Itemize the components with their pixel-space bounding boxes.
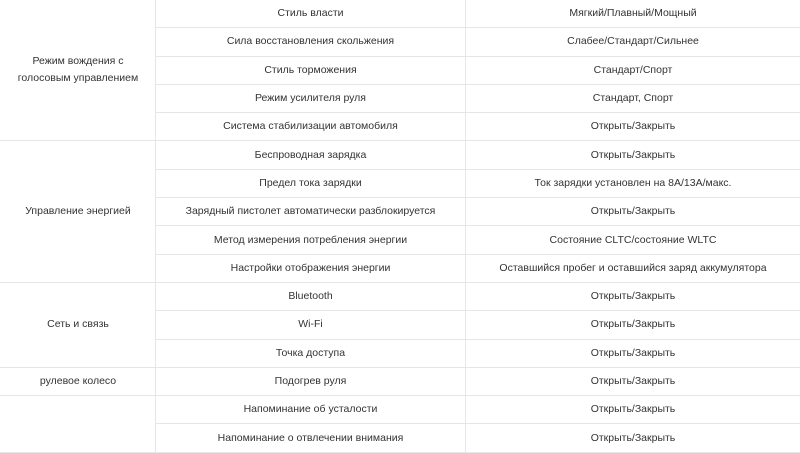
- value-cell: Слабее/Стандарт/Сильнее: [466, 28, 800, 56]
- value-cell: Открыть/Закрыть: [466, 311, 800, 339]
- value-cell: Состояние CLTC/состояние WLTC: [466, 226, 800, 254]
- feature-cell: Стиль торможения: [156, 56, 466, 84]
- value-cell: Открыть/Закрыть: [466, 141, 800, 169]
- value-cell: Открыть/Закрыть: [466, 113, 800, 141]
- category-cell: Режим вождения с голосовым управлением: [1, 0, 156, 141]
- feature-cell: Стиль власти: [156, 0, 466, 28]
- value-cell: Мягкий/Плавный/Мощный: [466, 0, 800, 28]
- feature-cell: Система стабилизации автомобиля: [156, 113, 466, 141]
- category-cell: Управление энергией: [1, 141, 156, 282]
- category-cell: Сеть и связь: [1, 282, 156, 367]
- value-cell: Открыть/Закрыть: [466, 282, 800, 310]
- table-row: [1, 0, 800, 28]
- feature-cell: Предел тока зарядки: [156, 169, 466, 197]
- value-cell: Открыть/Закрыть: [466, 198, 800, 226]
- feature-cell: Bluetooth: [156, 282, 466, 310]
- feature-cell: Сила восстановления скольжения: [156, 28, 466, 56]
- table-row: [1, 367, 800, 395]
- value-cell: Оставшийся пробег и оставшийся заряд аккумулятора: [466, 254, 800, 282]
- feature-cell: Беспроводная зарядка: [156, 141, 466, 169]
- feature-cell: Метод измерения потребления энергии: [156, 226, 466, 254]
- feature-cell: Режим усилителя руля: [156, 84, 466, 112]
- value-cell: Стандарт/Спорт: [466, 56, 800, 84]
- value-cell: Открыть/Закрыть: [466, 339, 800, 367]
- category-cell: [1, 396, 156, 453]
- feature-cell: Wi-Fi: [156, 311, 466, 339]
- feature-cell: Настройки отображения энергии: [156, 254, 466, 282]
- feature-cell: Точка доступа: [156, 339, 466, 367]
- value-cell: Открыть/Закрыть: [466, 396, 800, 424]
- table-row: [1, 282, 800, 310]
- feature-cell: Напоминание об усталости: [156, 396, 466, 424]
- value-cell: Открыть/Закрыть: [466, 424, 800, 452]
- table-row: [1, 396, 800, 424]
- category-cell: рулевое колесо: [1, 367, 156, 395]
- feature-cell: Напоминание о отвлечении внимания: [156, 424, 466, 452]
- table-row: [1, 141, 800, 169]
- value-cell: Стандарт, Спорт: [466, 84, 800, 112]
- value-cell: Ток зарядки установлен на 8A/13A/макс.: [466, 169, 800, 197]
- value-cell: Открыть/Закрыть: [466, 367, 800, 395]
- feature-cell: Зарядный пистолет автоматически разблокируется: [156, 198, 466, 226]
- feature-cell: Подогрев руля: [156, 367, 466, 395]
